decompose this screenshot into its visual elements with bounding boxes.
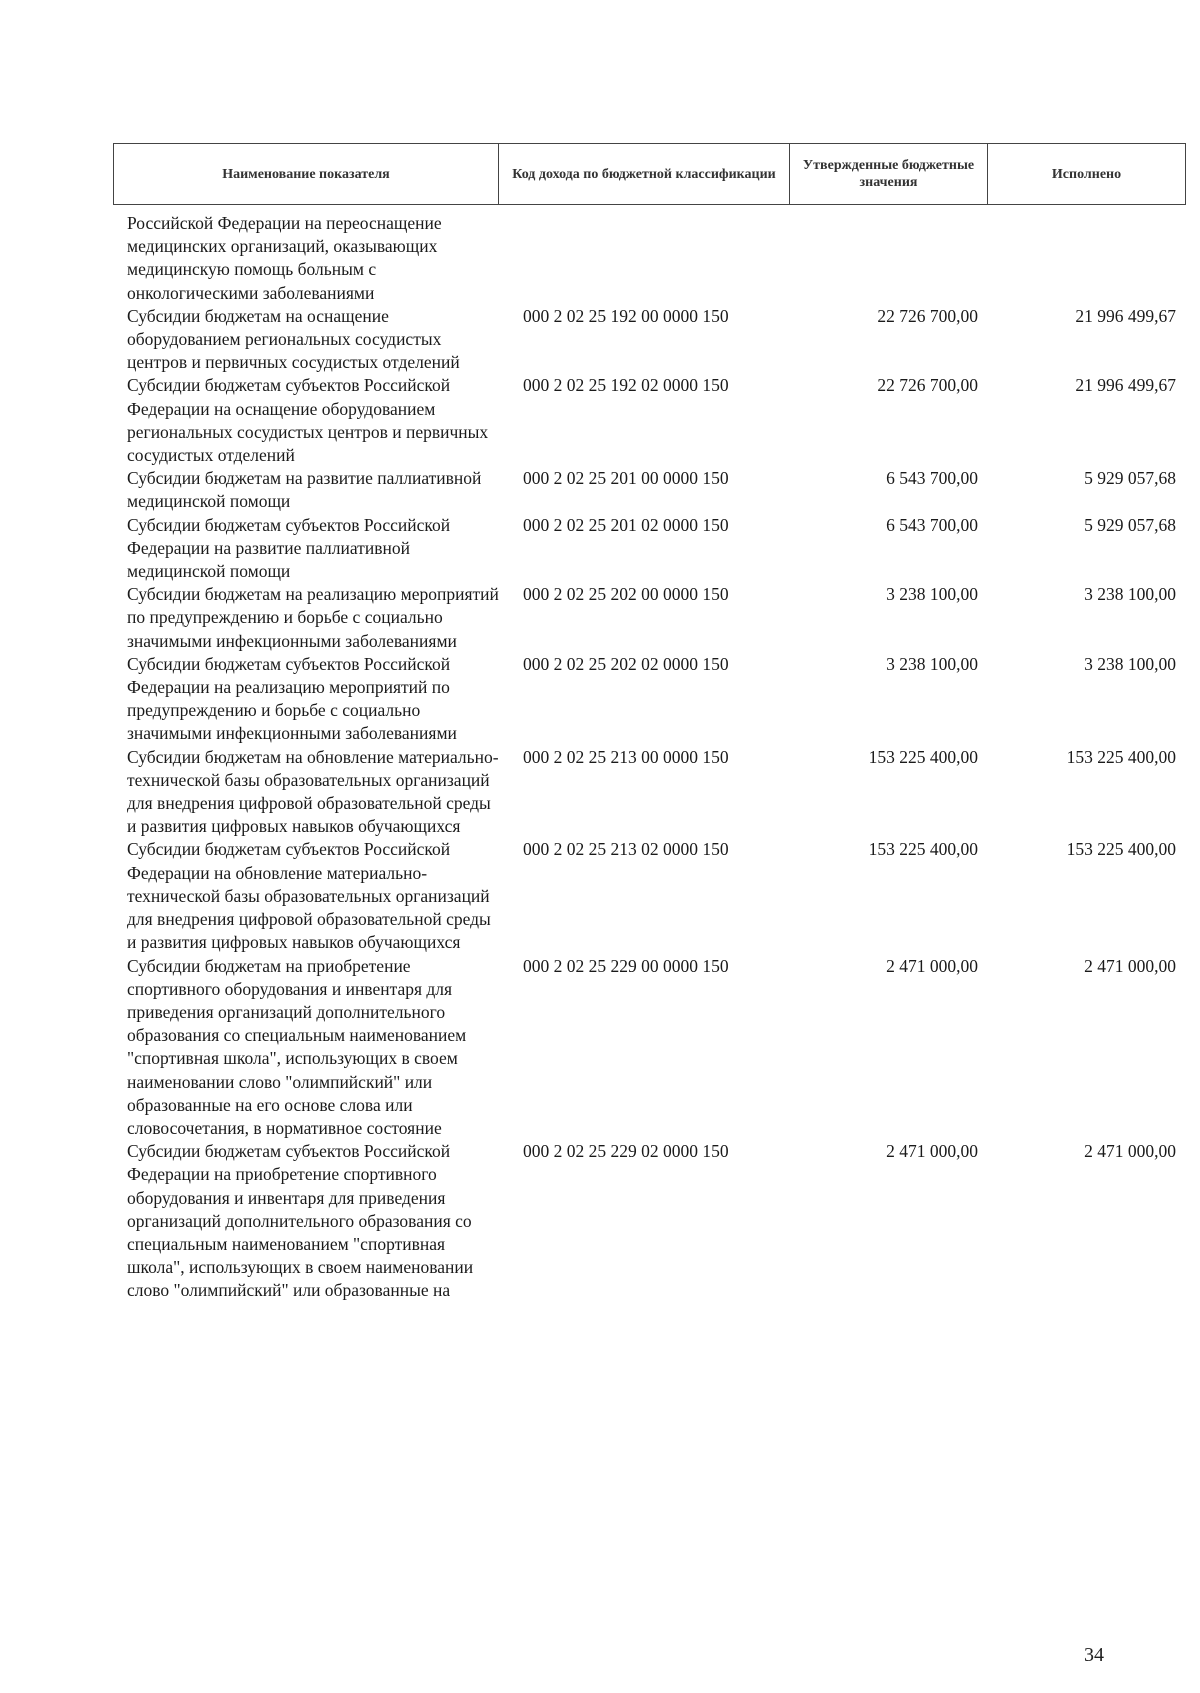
table-header	[113, 143, 1186, 205]
row-code: 000 2 02 25 192 02 0000 150	[523, 375, 729, 396]
row-executed: 2 471 000,00	[1084, 1141, 1176, 1162]
row-code: 000 2 02 25 213 00 0000 150	[523, 746, 729, 767]
row-approved: 153 225 400,00	[868, 839, 978, 860]
table-row	[113, 212, 1180, 305]
table-row	[113, 1140, 1180, 1302]
row-name: Субсидии бюджетам на реализацию мероприятий по предупреждению и борьбе с социально значимыми инфекционными заболеваниями	[127, 584, 499, 651]
table-body	[113, 212, 1180, 1303]
row-name: Субсидии бюджетам субъектов Российской Федерации на обновление материально-технической базы образовательных организаций для внедрения цифровой образовательной среды и развития цифровых навыков обучающихся	[127, 839, 491, 953]
header-name: Наименование показателя	[114, 144, 499, 205]
row-approved: 153 225 400,00	[868, 746, 978, 767]
row-executed: 153 225 400,00	[1066, 746, 1176, 767]
row-code: 000 2 02 25 201 00 0000 150	[523, 468, 729, 489]
row-executed	[983, 212, 1180, 305]
row-code: 000 2 02 25 229 00 0000 150	[523, 955, 729, 976]
row-executed: 5 929 057,68	[1084, 514, 1176, 535]
row-code	[499, 212, 803, 305]
row-executed: 3 238 100,00	[1084, 584, 1176, 605]
budget-table	[113, 212, 1180, 1303]
row-approved: 6 543 700,00	[886, 514, 978, 535]
row-name: Субсидии бюджетам субъектов Российской Федерации на приобретение спортивного оборудования и инвентаря для приведения организаций дополнительного образования со специальным наименованием "спортивная школа", использующих в своем наименовании слово "олимпийский" или образованные на	[127, 1141, 474, 1301]
header-code: Код дохода по бюджетной классификации	[499, 144, 790, 205]
row-approved: 3 238 100,00	[886, 584, 978, 605]
table-row	[113, 955, 1180, 1141]
row-name: Субсидии бюджетам на оснащение оборудованием региональных сосудистых центров и первичных сосудистых отделений	[127, 305, 460, 373]
row-approved	[803, 212, 983, 305]
header-row	[114, 144, 1186, 205]
row-executed: 21 996 499,67	[1075, 305, 1176, 326]
row-name: Российской Федерации на переоснащение медицинских организаций, оказывающих медицинскую помощь больным с онкологическими заболеваниями	[127, 213, 442, 303]
page-number: 34	[1084, 1644, 1104, 1666]
row-name: Субсидии бюджетам субъектов Российской Федерации на оснащение оборудованием региональных сосудистых центров и первичных сосудистых отделений	[127, 375, 489, 466]
table-row	[113, 746, 1180, 839]
row-name: Субсидии бюджетам на развитие паллиативной медицинской помощи	[127, 468, 482, 512]
row-code: 000 2 02 25 192 00 0000 150	[523, 305, 729, 326]
table-row	[113, 467, 1180, 513]
row-code: 000 2 02 25 202 02 0000 150	[523, 653, 729, 674]
row-approved: 22 726 700,00	[877, 305, 978, 326]
row-code: 000 2 02 25 202 00 0000 150	[523, 584, 729, 605]
table-row	[113, 583, 1180, 653]
row-executed: 3 238 100,00	[1084, 653, 1176, 674]
row-code: 000 2 02 25 201 02 0000 150	[523, 514, 729, 535]
row-code: 000 2 02 25 213 02 0000 150	[523, 839, 729, 860]
row-executed: 5 929 057,68	[1084, 468, 1176, 489]
row-approved: 3 238 100,00	[886, 653, 978, 674]
table-row	[113, 838, 1180, 954]
row-name: Субсидии бюджетам субъектов Российской Федерации на реализацию мероприятий по предупреждению и борьбе с социально значимыми инфекционными заболеваниями	[127, 653, 457, 744]
table-row	[113, 305, 1180, 375]
row-name: Субсидии бюджетам субъектов Российской Федерации на развитие паллиативной медицинской помощи	[127, 514, 451, 582]
row-approved: 2 471 000,00	[886, 1141, 978, 1162]
header-executed: Исполнено	[988, 144, 1186, 205]
row-executed: 21 996 499,67	[1075, 375, 1176, 396]
table-row	[113, 514, 1180, 584]
row-executed: 153 225 400,00	[1066, 839, 1176, 860]
row-name: Субсидии бюджетам на приобретение спортивного оборудования и инвентаря для приведения организаций дополнительного образования со специальным наименованием "спортивная школа", использующих в своем наименовании слово "олимпийский" или образованные на его основе слова или словосочетания, в нормативное состояние	[127, 955, 467, 1138]
row-name: Субсидии бюджетам на обновление материально-технической базы образовательных организаций для внедрения цифровой образовательной среды и развития цифровых навыков обучающихся	[127, 746, 499, 837]
row-executed: 2 471 000,00	[1084, 955, 1176, 976]
row-code: 000 2 02 25 229 02 0000 150	[523, 1141, 729, 1162]
row-approved: 22 726 700,00	[877, 375, 978, 396]
row-approved: 2 471 000,00	[886, 955, 978, 976]
table-row	[113, 374, 1180, 467]
table-row	[113, 653, 1180, 746]
row-approved: 6 543 700,00	[886, 468, 978, 489]
header-approved: Утвержденные бюджетные значения	[790, 144, 988, 205]
